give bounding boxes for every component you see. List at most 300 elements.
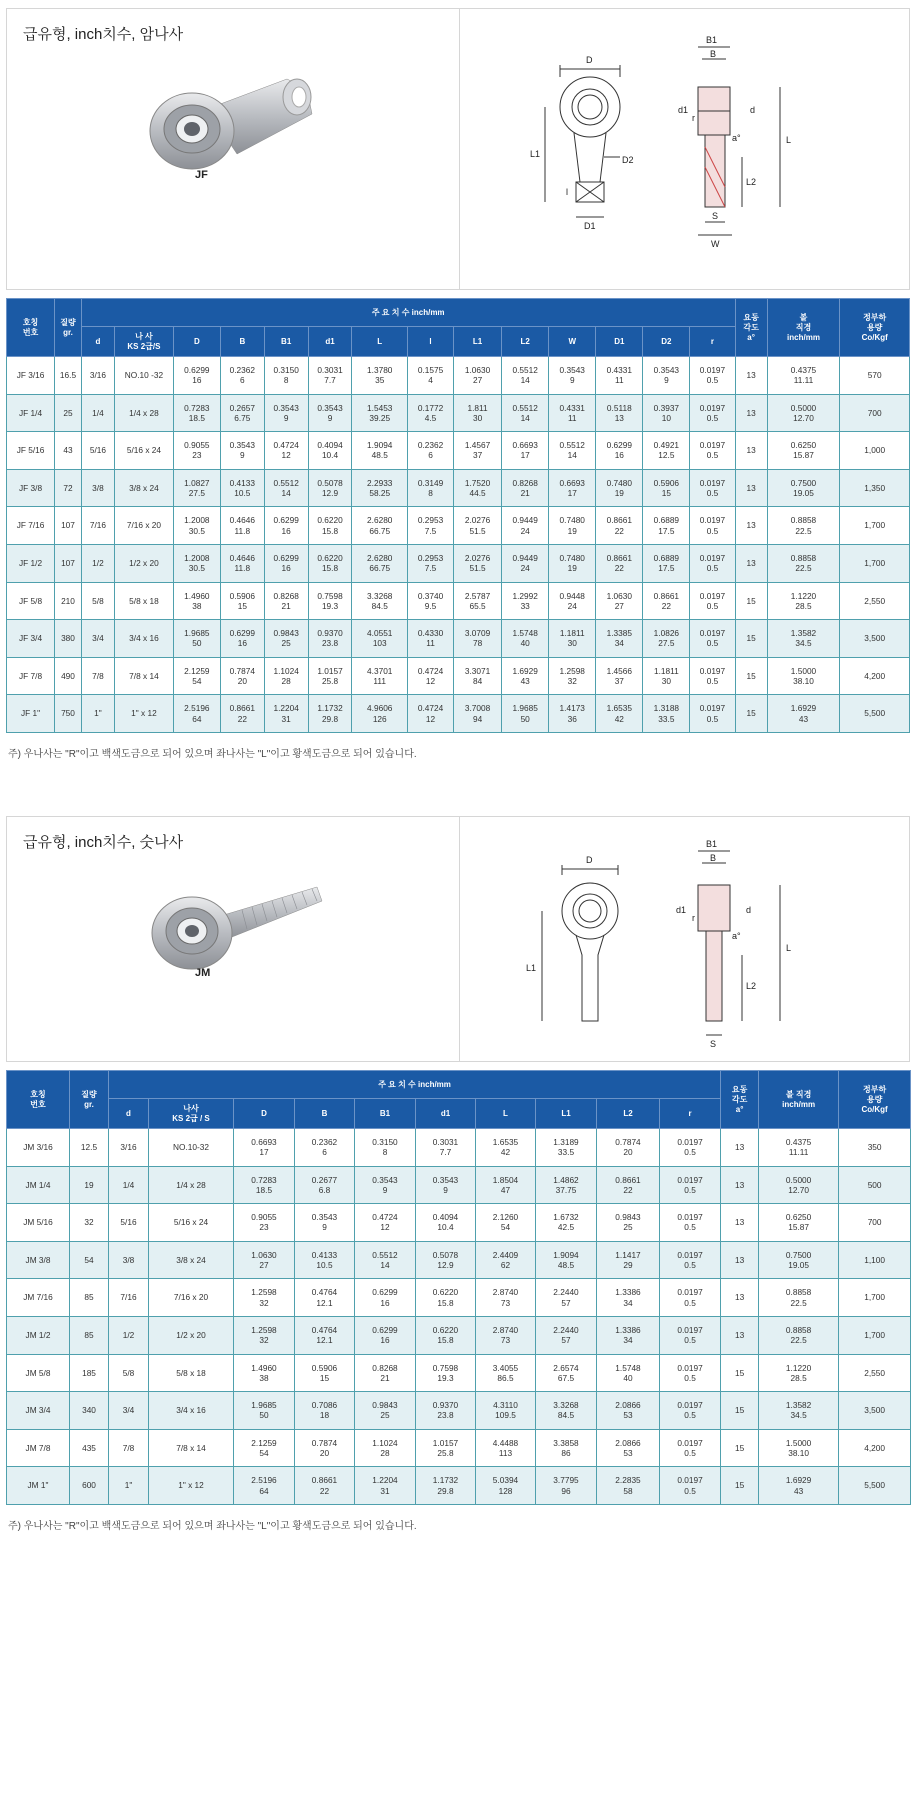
jm-th-col: B1 <box>355 1099 416 1129</box>
cell-dimension: 0.8268 21 <box>355 1354 416 1392</box>
cell-dimension: 1.9685 50 <box>502 695 549 733</box>
jf-th-col: L2 <box>502 327 549 357</box>
cell-dimension: 0.3543 9 <box>264 394 308 432</box>
cell-tilt: 15 <box>721 1392 759 1430</box>
cell-dimension: 3.4055 86.5 <box>476 1354 536 1392</box>
cell-dimension: 0.8268 21 <box>502 469 549 507</box>
cell-d: 5/8 <box>81 582 114 620</box>
table-row <box>7 620 910 658</box>
jf-th-col: l <box>408 327 454 357</box>
cell-dimension: 1.2598 32 <box>234 1279 295 1317</box>
cell-dimension: 1.5748 40 <box>597 1354 660 1392</box>
cell-dimension: 0.8661 22 <box>295 1467 355 1505</box>
cell-thread: 7/8 x 14 <box>149 1429 234 1467</box>
jm-rod-end-photo <box>147 877 327 977</box>
cell-dimension: 0.5512 14 <box>549 432 596 470</box>
cell-dimension: 1.9094 48.5 <box>536 1241 597 1279</box>
cell-dimension: 0.0197 0.5 <box>660 1279 721 1317</box>
cell-thread: NO.10-32 <box>149 1129 234 1167</box>
cell-dimension: 0.4094 10.4 <box>416 1204 476 1242</box>
cell-weight: 185 <box>70 1354 109 1392</box>
cell-dimension: 0.3543 9 <box>220 432 264 470</box>
cell-code: JF 1/4 <box>7 394 55 432</box>
cell-dimension: 1.4862 37.75 <box>536 1166 597 1204</box>
cell-dimension: 0.2677 6.8 <box>295 1166 355 1204</box>
jf-dimension-diagram <box>470 17 890 277</box>
table-row <box>7 507 910 545</box>
table-row <box>7 1316 911 1354</box>
cell-dimension: 3.3268 84.5 <box>352 582 408 620</box>
cell-thread: 3/8 x 24 <box>149 1241 234 1279</box>
jf-th-col: W <box>549 327 596 357</box>
cell-ball: 0.6250 15.87 <box>767 432 840 470</box>
cell-dimension: 0.3031 7.7 <box>308 357 352 395</box>
cell-dimension: 0.0197 0.5 <box>660 1241 721 1279</box>
cell-dimension: 1.6535 42 <box>476 1129 536 1167</box>
cell-dimension: 0.4331 11 <box>596 357 643 395</box>
jm-label-L1: L1 <box>526 963 537 973</box>
jm-th-col: L <box>476 1099 536 1129</box>
cell-dimension: 0.7598 19.3 <box>308 582 352 620</box>
cell-code: JM 1/2 <box>7 1316 70 1354</box>
cell-code: JF 3/16 <box>7 357 55 395</box>
cell-dimension: 0.4133 10.5 <box>220 469 264 507</box>
cell-dimension: 0.9843 25 <box>355 1392 416 1430</box>
cell-d: 1/2 <box>81 544 114 582</box>
cell-weight: 210 <box>55 582 82 620</box>
cell-load: 2,550 <box>840 582 910 620</box>
cell-dimension: 0.0197 0.5 <box>660 1354 721 1392</box>
cell-dimension: 0.4133 10.5 <box>295 1241 355 1279</box>
cell-weight: 72 <box>55 469 82 507</box>
jm-th-col: B <box>295 1099 355 1129</box>
cell-load: 3,500 <box>840 620 910 658</box>
cell-tilt: 13 <box>721 1279 759 1317</box>
cell-thread: 1/2 x 20 <box>149 1316 234 1354</box>
cell-weight: 19 <box>70 1166 109 1204</box>
jf-label-l: l <box>566 187 568 197</box>
jf-th-col: L1 <box>454 327 502 357</box>
cell-load: 4,200 <box>839 1429 911 1467</box>
cell-dimension: 1.4566 37 <box>596 657 643 695</box>
jm-th-code: 호칭 번호 <box>7 1071 70 1129</box>
jm-label-r: r <box>692 913 695 923</box>
cell-dimension: 0.3740 9.5 <box>408 582 454 620</box>
cell-d: 5/16 <box>81 432 114 470</box>
cell-dimension: 0.7283 18.5 <box>234 1166 295 1204</box>
jf-note: 주) 우나사는 "R"이고 백색도금으로 되어 있으며 좌나사는 "L"이고 황색도금으로 되어 있습니다. <box>8 748 417 760</box>
cell-dimension: 0.9448 24 <box>549 582 596 620</box>
cell-code: JF 3/8 <box>7 469 55 507</box>
cell-tilt: 15 <box>735 657 767 695</box>
cell-dimension: 1.2008 30.5 <box>173 544 220 582</box>
cell-dimension: 3.3268 84.5 <box>536 1392 597 1430</box>
cell-dimension: 0.4331 11 <box>549 394 596 432</box>
cell-dimension: 0.3031 7.7 <box>416 1129 476 1167</box>
cell-dimension: 0.1772 4.5 <box>408 394 454 432</box>
cell-ball: 0.5000 12.70 <box>767 394 840 432</box>
jf-label-L1: L1 <box>530 149 541 159</box>
cell-weight: 12.5 <box>70 1129 109 1167</box>
cell-dimension: 0.3543 9 <box>416 1166 476 1204</box>
jm-th-col: L1 <box>536 1099 597 1129</box>
cell-load: 570 <box>840 357 910 395</box>
cell-d: 5/8 <box>109 1354 149 1392</box>
cell-weight: 380 <box>55 620 82 658</box>
cell-dimension: 0.0197 0.5 <box>660 1467 721 1505</box>
cell-dimension: 0.3543 9 <box>295 1204 355 1242</box>
cell-dimension: 0.0197 0.5 <box>690 357 735 395</box>
cell-weight: 32 <box>70 1204 109 1242</box>
cell-ball: 1.6929 43 <box>767 695 840 733</box>
cell-tilt: 13 <box>735 507 767 545</box>
cell-dimension: 0.0197 0.5 <box>690 582 735 620</box>
cell-code: JM 1/4 <box>7 1166 70 1204</box>
cell-dimension: 0.6889 17.5 <box>643 544 690 582</box>
cell-weight: 750 <box>55 695 82 733</box>
cell-dimension: 0.5906 15 <box>643 469 690 507</box>
cell-dimension: 2.1259 54 <box>173 657 220 695</box>
cell-dimension: 0.1575 4 <box>408 357 454 395</box>
cell-load: 1,100 <box>839 1241 911 1279</box>
cell-code: JM 7/8 <box>7 1429 70 1467</box>
cell-dimension: 0.6299 16 <box>596 432 643 470</box>
cell-weight: 340 <box>70 1392 109 1430</box>
cell-dimension: 0.3150 8 <box>264 357 308 395</box>
cell-load: 1,000 <box>840 432 910 470</box>
cell-dimension: 0.8661 22 <box>643 582 690 620</box>
cell-d: 1/2 <box>109 1316 149 1354</box>
cell-d: 1/4 <box>109 1166 149 1204</box>
cell-dimension: 0.9449 24 <box>502 544 549 582</box>
jf-label-D2: D2 <box>622 155 634 165</box>
cell-dimension: 0.6299 16 <box>355 1279 416 1317</box>
jf-th-col: L <box>352 327 408 357</box>
cell-weight: 25 <box>55 394 82 432</box>
cell-dimension: 1.1811 30 <box>549 620 596 658</box>
cell-dimension: 0.4646 11.8 <box>220 544 264 582</box>
cell-dimension: 0.6889 17.5 <box>643 507 690 545</box>
jm-th-d: d <box>109 1099 149 1129</box>
cell-code: JM 3/4 <box>7 1392 70 1430</box>
jf-top-panel <box>6 8 910 290</box>
jm-spec-table <box>6 1070 911 1505</box>
cell-load: 700 <box>840 394 910 432</box>
jm-photo-panel <box>7 817 460 1061</box>
cell-dimension: 0.4921 12.5 <box>643 432 690 470</box>
cell-dimension: 0.2953 7.5 <box>408 544 454 582</box>
cell-ball: 1.5000 38.10 <box>767 657 840 695</box>
jf-label-L: L <box>786 135 792 145</box>
cell-load: 1,350 <box>840 469 910 507</box>
cell-code: JF 7/8 <box>7 657 55 695</box>
jm-th-col: d1 <box>416 1099 476 1129</box>
cell-tilt: 13 <box>735 394 767 432</box>
cell-dimension: 4.3110 109.5 <box>476 1392 536 1430</box>
cell-ball: 1.3582 34.5 <box>767 620 840 658</box>
cell-dimension: 2.0866 53 <box>597 1429 660 1467</box>
jf-label-r: r <box>692 113 695 123</box>
cell-weight: 490 <box>55 657 82 695</box>
cell-d: 3/16 <box>81 357 114 395</box>
cell-dimension: 0.5512 14 <box>355 1241 416 1279</box>
cell-dimension: 0.4330 11 <box>408 620 454 658</box>
table-row <box>7 432 910 470</box>
cell-dimension: 0.9055 23 <box>234 1204 295 1242</box>
jm-label-d1: d1 <box>676 905 687 915</box>
cell-thread: 5/8 x 18 <box>115 582 174 620</box>
cell-dimension: 0.0197 0.5 <box>660 1316 721 1354</box>
jm-diagram-panel <box>460 817 909 1061</box>
jf-th-col: D <box>173 327 220 357</box>
cell-dimension: 0.6693 17 <box>502 432 549 470</box>
cell-code: JM 3/8 <box>7 1241 70 1279</box>
cell-dimension: 0.5512 14 <box>502 357 549 395</box>
cell-code: JF 7/16 <box>7 507 55 545</box>
cell-dimension: 0.6693 17 <box>549 469 596 507</box>
jf-th-main-group: 주 요 치 수 inch/mm <box>81 299 735 327</box>
cell-tilt: 13 <box>735 357 767 395</box>
cell-dimension: 0.3543 9 <box>643 357 690 395</box>
table-row <box>7 1129 911 1167</box>
cell-load: 2,550 <box>839 1354 911 1392</box>
jf-diagram-panel <box>460 9 909 289</box>
table-row <box>7 657 910 695</box>
jm-top-panel <box>6 816 910 1062</box>
table-row <box>7 695 910 733</box>
cell-load: 350 <box>839 1129 911 1167</box>
cell-thread: 7/16 x 20 <box>115 507 174 545</box>
cell-load: 1,700 <box>839 1316 911 1354</box>
cell-ball: 0.8858 22.5 <box>759 1316 839 1354</box>
cell-dimension: 1.2008 30.5 <box>173 507 220 545</box>
jf-label-B1: B1 <box>706 35 718 45</box>
jf-label-L2: L2 <box>746 177 757 187</box>
cell-code: JF 1" <box>7 695 55 733</box>
cell-dimension: 1.2598 32 <box>234 1316 295 1354</box>
cell-thread: 5/16 x 24 <box>149 1204 234 1242</box>
cell-dimension: 0.6299 16 <box>220 620 264 658</box>
cell-dimension: 3.3858 86 <box>536 1429 597 1467</box>
cell-ball: 1.5000 38.10 <box>759 1429 839 1467</box>
cell-dimension: 0.0197 0.5 <box>690 657 735 695</box>
cell-thread: 1/4 x 28 <box>149 1166 234 1204</box>
jm-th-ball: 볼 직경 inch/mm <box>759 1071 839 1129</box>
cell-dimension: 0.0197 0.5 <box>690 394 735 432</box>
cell-ball: 0.6250 15.87 <box>759 1204 839 1242</box>
cell-tilt: 13 <box>735 432 767 470</box>
cell-dimension: 1.1024 28 <box>264 657 308 695</box>
cell-load: 3,500 <box>839 1392 911 1430</box>
table-row <box>7 1429 911 1467</box>
cell-dimension: 0.4764 12.1 <box>295 1316 355 1354</box>
jm-th-col: r <box>660 1099 721 1129</box>
jm-note: 주) 우나사는 "R"이고 백색도금으로 되어 있으며 좌나사는 "L"이고 황색도금으로 되어 있습니다. <box>8 1520 417 1532</box>
jm-label-B: B <box>710 853 717 863</box>
cell-dimension: 0.3543 9 <box>308 394 352 432</box>
cell-dimension: 1.0826 27.5 <box>643 620 690 658</box>
cell-dimension: 0.9843 25 <box>264 620 308 658</box>
cell-dimension: 2.5196 64 <box>173 695 220 733</box>
cell-dimension: 1.2992 33 <box>502 582 549 620</box>
cell-tilt: 13 <box>721 1204 759 1242</box>
cell-dimension: 0.0197 0.5 <box>690 432 735 470</box>
cell-dimension: 0.7480 19 <box>549 507 596 545</box>
cell-load: 500 <box>839 1166 911 1204</box>
jf-label-B: B <box>710 49 717 59</box>
cell-dimension: 2.5787 65.5 <box>454 582 502 620</box>
cell-ball: 1.1220 28.5 <box>759 1354 839 1392</box>
table-row <box>7 1166 911 1204</box>
cell-dimension: 2.1260 54 <box>476 1204 536 1242</box>
cell-ball: 0.7500 19.05 <box>759 1241 839 1279</box>
cell-dimension: 2.0866 53 <box>597 1392 660 1430</box>
cell-dimension: 0.7480 19 <box>549 544 596 582</box>
cell-dimension: 0.7874 20 <box>295 1429 355 1467</box>
cell-dimension: 0.3149 8 <box>408 469 454 507</box>
jf-th-thread: 나 사 KS 2급/S <box>115 327 174 357</box>
section-jm <box>6 816 910 1532</box>
cell-dimension: 0.8661 22 <box>596 507 643 545</box>
cell-d: 1" <box>81 695 114 733</box>
cell-d: 7/8 <box>81 657 114 695</box>
cell-weight: 85 <box>70 1279 109 1317</box>
cell-code: JF 5/8 <box>7 582 55 620</box>
jm-th-col: L2 <box>597 1099 660 1129</box>
cell-d: 7/8 <box>109 1429 149 1467</box>
cell-load: 1,700 <box>840 507 910 545</box>
cell-dimension: 2.6574 67.5 <box>536 1354 597 1392</box>
cell-dimension: 0.6299 16 <box>355 1316 416 1354</box>
cell-dimension: 0.4724 12 <box>264 432 308 470</box>
cell-dimension: 4.9606 126 <box>352 695 408 733</box>
jm-label-d: d <box>746 905 752 915</box>
cell-dimension: 0.2362 6 <box>220 357 264 395</box>
cell-dimension: 0.6299 16 <box>264 544 308 582</box>
cell-weight: 107 <box>55 507 82 545</box>
jf-th-code: 호칭 번호 <box>7 299 55 357</box>
cell-dimension: 0.9370 23.8 <box>416 1392 476 1430</box>
cell-dimension: 1.0630 27 <box>234 1241 295 1279</box>
cell-dimension: 0.5118 13 <box>596 394 643 432</box>
cell-dimension: 0.7598 19.3 <box>416 1354 476 1392</box>
cell-ball: 1.3582 34.5 <box>759 1392 839 1430</box>
cell-dimension: 0.9843 25 <box>597 1204 660 1242</box>
jf-label-d: d <box>750 105 756 115</box>
cell-dimension: 2.2835 58 <box>597 1467 660 1505</box>
jf-product-code: JF <box>195 169 208 181</box>
cell-weight: 43 <box>55 432 82 470</box>
table-row <box>7 1467 911 1505</box>
cell-dimension: 2.8740 73 <box>476 1316 536 1354</box>
cell-tilt: 15 <box>721 1467 759 1505</box>
cell-dimension: 1.4960 38 <box>234 1354 295 1392</box>
cell-dimension: 1.9685 50 <box>234 1392 295 1430</box>
cell-dimension: 1.8504 47 <box>476 1166 536 1204</box>
jm-dimension-diagram <box>470 825 890 1055</box>
cell-dimension: 0.8268 21 <box>264 582 308 620</box>
cell-dimension: 1.3780 35 <box>352 357 408 395</box>
cell-d: 5/16 <box>109 1204 149 1242</box>
cell-d: 1/4 <box>81 394 114 432</box>
cell-code: JM 5/16 <box>7 1204 70 1242</box>
cell-dimension: 1.1024 28 <box>355 1429 416 1467</box>
cell-dimension: 0.0197 0.5 <box>660 1129 721 1167</box>
cell-dimension: 0.5078 12.9 <box>416 1241 476 1279</box>
cell-dimension: 0.3543 9 <box>549 357 596 395</box>
cell-thread: 1" x 12 <box>149 1467 234 1505</box>
cell-thread: 1/4 x 28 <box>115 394 174 432</box>
cell-dimension: 0.5078 12.9 <box>308 469 352 507</box>
cell-dimension: 2.2440 57 <box>536 1279 597 1317</box>
cell-dimension: 4.4488 113 <box>476 1429 536 1467</box>
cell-thread: 7/8 x 14 <box>115 657 174 695</box>
jf-label-D: D <box>586 55 593 65</box>
cell-d: 3/8 <box>109 1241 149 1279</box>
jf-th-col: d1 <box>308 327 352 357</box>
cell-ball: 0.7500 19.05 <box>767 469 840 507</box>
cell-thread: 5/16 x 24 <box>115 432 174 470</box>
cell-dimension: 0.5512 14 <box>264 469 308 507</box>
cell-dimension: 0.8661 22 <box>597 1166 660 1204</box>
table-row <box>7 1279 911 1317</box>
cell-dimension: 3.7795 96 <box>536 1467 597 1505</box>
cell-d: 1" <box>109 1467 149 1505</box>
cell-dimension: 1.5453 39.25 <box>352 394 408 432</box>
cell-dimension: 1.3386 34 <box>597 1279 660 1317</box>
jm-section-title: 급유형, inch치수, 숫나사 <box>23 834 184 851</box>
cell-dimension: 1.3385 34 <box>596 620 643 658</box>
cell-dimension: 0.6299 16 <box>264 507 308 545</box>
cell-dimension: 0.3543 9 <box>355 1166 416 1204</box>
cell-dimension: 4.3701 111 <box>352 657 408 695</box>
cell-tilt: 15 <box>735 620 767 658</box>
cell-weight: 600 <box>70 1467 109 1505</box>
cell-dimension: 1.811 30 <box>454 394 502 432</box>
cell-dimension: 0.7874 20 <box>220 657 264 695</box>
table-row <box>7 469 910 507</box>
cell-thread: 3/4 x 16 <box>149 1392 234 1430</box>
jm-th-thread: 나사 KS 2급 / S <box>149 1099 234 1129</box>
cell-dimension: 0.3150 8 <box>355 1129 416 1167</box>
cell-dimension: 1.5748 40 <box>502 620 549 658</box>
cell-dimension: 1.0157 25.8 <box>416 1429 476 1467</box>
cell-code: JM 3/16 <box>7 1129 70 1167</box>
cell-thread: 3/8 x 24 <box>115 469 174 507</box>
cell-dimension: 0.0197 0.5 <box>690 507 735 545</box>
cell-ball: 0.4375 11.11 <box>759 1129 839 1167</box>
cell-dimension: 1.9685 50 <box>173 620 220 658</box>
cell-load: 5,500 <box>839 1467 911 1505</box>
cell-d: 7/16 <box>109 1279 149 1317</box>
jf-th-col: r <box>690 327 735 357</box>
cell-dimension: 1.3386 34 <box>597 1316 660 1354</box>
cell-dimension: 0.4724 12 <box>408 657 454 695</box>
cell-dimension: 1.0157 25.8 <box>308 657 352 695</box>
jf-spec-table <box>6 298 910 733</box>
cell-dimension: 0.4724 12 <box>355 1204 416 1242</box>
cell-d: 3/4 <box>81 620 114 658</box>
cell-d: 7/16 <box>81 507 114 545</box>
cell-ball: 0.5000 12.70 <box>759 1166 839 1204</box>
cell-dimension: 1.1732 29.8 <box>416 1467 476 1505</box>
cell-weight: 435 <box>70 1429 109 1467</box>
cell-weight: 54 <box>70 1241 109 1279</box>
jf-label-D1: D1 <box>584 221 596 231</box>
jf-th-ball: 볼 직경 inch/mm <box>767 299 840 357</box>
jm-th-col: D <box>234 1099 295 1129</box>
cell-dimension: 0.5906 15 <box>295 1354 355 1392</box>
